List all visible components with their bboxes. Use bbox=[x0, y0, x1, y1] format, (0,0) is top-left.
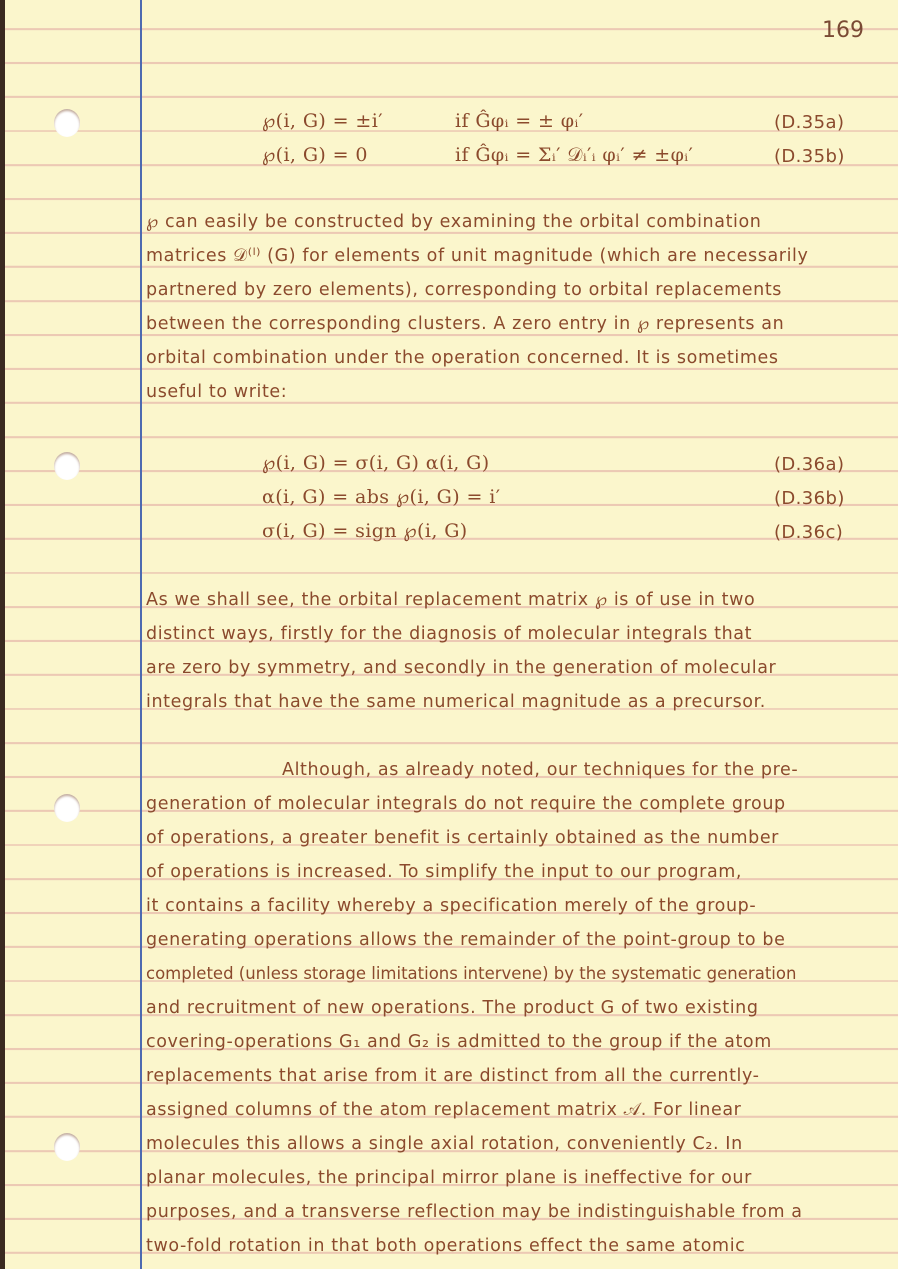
paragraph-1-line: matrices 𝒟⁽ˡ⁾ (G) for elements of unit magnitude (which are necessarily bbox=[146, 246, 809, 266]
paragraph-2-line: integrals that have the same numerical magnitude as a precursor. bbox=[146, 692, 766, 712]
paragraph-2-line: As we shall see, the orbital replacement matrix ℘ is of use in two bbox=[146, 590, 756, 610]
paragraph-3-line: covering-operations G₁ and G₂ is admitted to the group if the atom bbox=[146, 1032, 772, 1052]
paragraph-3-line: generation of molecular integrals do not require the complete group bbox=[146, 794, 786, 814]
paragraph-1-line: between the corresponding clusters. A zero entry in ℘ represents an bbox=[146, 314, 785, 334]
paragraph-3-line: purposes, and a transverse reflection may be indistinguishable from a bbox=[146, 1202, 803, 1222]
binder-hole bbox=[54, 452, 80, 480]
paragraph-1-line: orbital combination under the operation concerned. It is sometimes bbox=[146, 348, 779, 368]
equation-d36b-label: (D.36b) bbox=[774, 488, 845, 509]
paragraph-3-line: of operations is increased. To simplify the input to our program, bbox=[146, 862, 743, 882]
paragraph-3-line: completed (unless storage limitations intervene) by the systematic generation bbox=[146, 964, 797, 983]
equation-d36b: α(i, G) = abs ℘(i, G) = i′ bbox=[262, 486, 501, 508]
paragraph-3-line: planar molecules, the principal mirror plane is ineffective for our bbox=[146, 1168, 752, 1188]
equation-d35a-condition: if Ĝφᵢ = ± φᵢ′ bbox=[455, 110, 584, 132]
paragraph-2-line: distinct ways, firstly for the diagnosis of molecular integrals that bbox=[146, 624, 753, 644]
equation-d36c-label: (D.36c) bbox=[774, 522, 844, 543]
margin-line bbox=[140, 0, 142, 1269]
equation-d35b-lhs: ℘(i, G) = 0 bbox=[262, 144, 368, 166]
binder-hole bbox=[54, 794, 80, 822]
equation-d35b-condition: if Ĝφᵢ = Σᵢ′ 𝒟ᵢ′ᵢ φᵢ′ ≠ ±φᵢ′ bbox=[455, 144, 694, 166]
page-edge bbox=[0, 0, 5, 1269]
paragraph-3-line: two-fold rotation in that both operations effect the same atomic bbox=[146, 1236, 746, 1256]
paragraph-3-line: molecules this allows a single axial rotation, conveniently C₂. In bbox=[146, 1134, 743, 1154]
paragraph-3-line: Although, as already noted, our techniques for the pre- bbox=[282, 760, 799, 780]
paragraph-1-line: partnered by zero elements), corresponding to orbital replacements bbox=[146, 280, 782, 300]
equation-d35a-lhs: ℘(i, G) = ±i′ bbox=[262, 110, 383, 132]
paragraph-3-line: generating operations allows the remainder of the point-group to be bbox=[146, 930, 786, 950]
binder-hole bbox=[54, 1133, 80, 1161]
paragraph-2-line: are zero by symmetry, and secondly in the generation of molecular bbox=[146, 658, 777, 678]
equation-d36a-label: (D.36a) bbox=[774, 454, 845, 475]
paragraph-3-line: it contains a facility whereby a specification merely of the group- bbox=[146, 896, 757, 916]
equation-d35a-label: (D.35a) bbox=[774, 112, 845, 133]
paragraph-1-line: useful to write: bbox=[146, 382, 288, 402]
equation-d35b-label: (D.35b) bbox=[774, 146, 845, 167]
equation-d36c: σ(i, G) = sign ℘(i, G) bbox=[262, 520, 468, 542]
paragraph-1-line: ℘ can easily be constructed by examining the orbital combination bbox=[146, 212, 762, 232]
paragraph-3-line: replacements that arise from it are distinct from all the currently- bbox=[146, 1066, 760, 1086]
page-number: 169 bbox=[822, 18, 864, 43]
binder-hole bbox=[54, 109, 80, 137]
equation-d36a: ℘(i, G) = σ(i, G) α(i, G) bbox=[262, 452, 490, 474]
paragraph-3-line: of operations, a greater benefit is certainly obtained as the number bbox=[146, 828, 779, 848]
paragraph-3-line: assigned columns of the atom replacement matrix 𝒜. For linear bbox=[146, 1100, 742, 1120]
paragraph-3-line: and recruitment of new operations. The product G of two existing bbox=[146, 998, 759, 1018]
